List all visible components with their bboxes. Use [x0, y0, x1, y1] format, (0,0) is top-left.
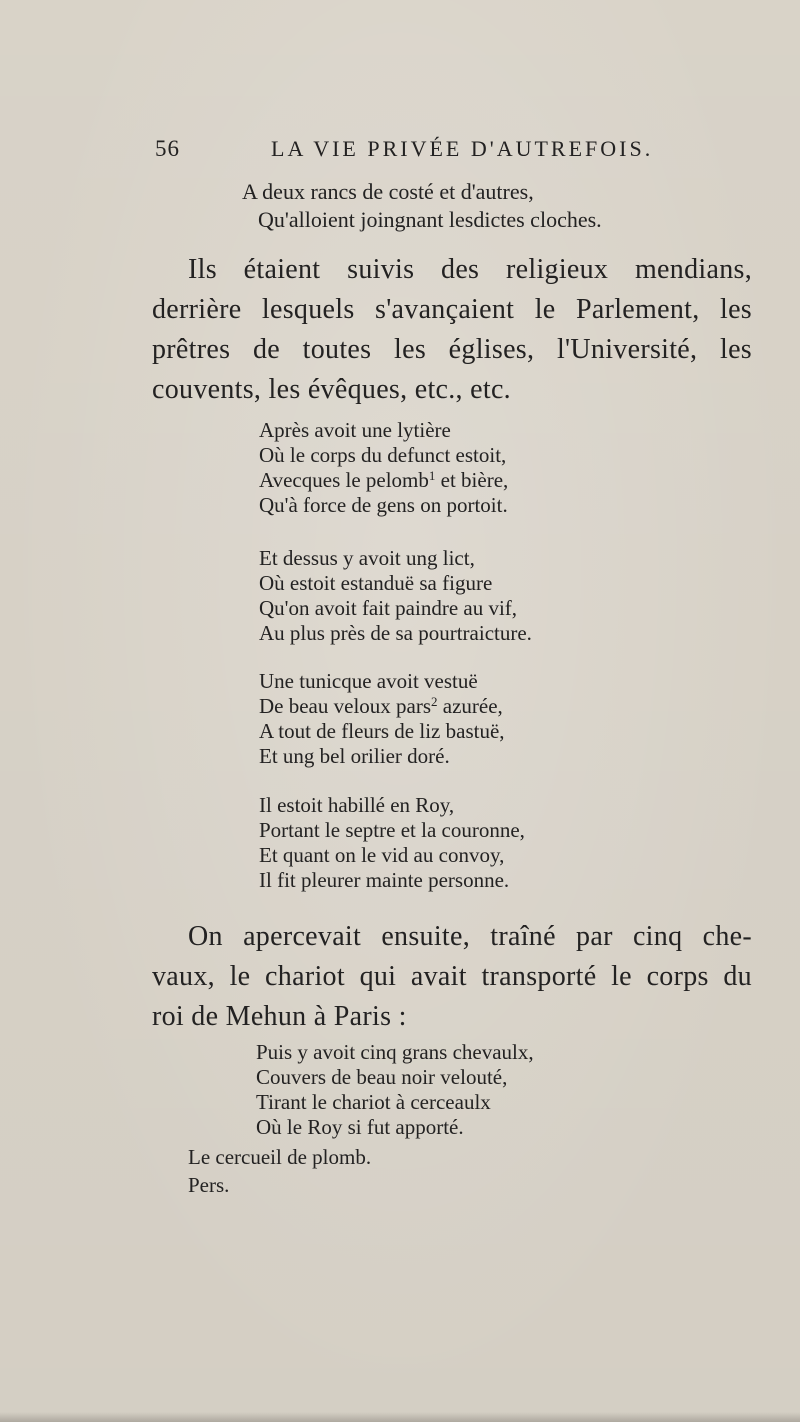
verse-line: Et quant on le vid au convoy,	[259, 843, 505, 867]
verse-line: Et ung bel orilier doré.	[259, 744, 450, 768]
prose-line: On apercevait ensuite, traîné par cinq che-	[188, 921, 752, 952]
prose-line: Ils étaient suivis des religieux mendians,	[188, 254, 752, 285]
prose-line: couvents, les évêques, etc., etc.	[152, 374, 511, 405]
prose-paragraph-1	[152, 250, 752, 410]
stanza-3	[259, 669, 505, 769]
verse-line: A tout de fleurs de liz bastuë,	[259, 719, 505, 743]
verse-text: et bière,	[435, 468, 509, 492]
footnote-ref-2: 2	[431, 694, 438, 709]
verse-line: Couvers de beau noir velouté,	[256, 1065, 508, 1089]
verse-line: Où estoit estanduë sa figure	[259, 571, 493, 595]
verse-line: Portant le septre et la couronne,	[259, 818, 525, 842]
verse-line: Puis y avoit cinq grans chevaulx,	[256, 1040, 534, 1064]
verse-line	[259, 694, 505, 719]
verse-line: Après avoit une lytière	[259, 418, 451, 442]
page-edge-shadow	[0, 1412, 800, 1422]
stanza-1	[259, 418, 508, 518]
page-header	[155, 136, 655, 170]
footnote-1: Le cercueil de plomb.	[188, 1145, 372, 1169]
verse-line: Tirant le chariot à cerceaulx	[256, 1090, 491, 1114]
running-title: LA VIE PRIVÉE D'AUTREFOIS.	[271, 136, 654, 161]
prose-paragraph-2	[152, 917, 752, 1037]
footnote-2: Pers.	[188, 1173, 230, 1197]
stanza-5	[256, 1040, 534, 1140]
verse-text: De beau veloux pars	[259, 694, 432, 718]
prose-line: roi de Mehun à Paris :	[152, 1001, 407, 1032]
verse-top	[242, 178, 602, 234]
verse-line: Qu'on avoit fait paindre au vif,	[259, 596, 518, 620]
verse-text: azurée,	[437, 694, 503, 718]
verse-line: Une tunicque avoit vestuë	[259, 669, 478, 693]
verse-line: Il estoit habillé en Roy,	[259, 793, 455, 817]
prose-line: vaux, le chariot qui avait transporté le corps du	[152, 961, 752, 992]
prose-line: prêtres de toutes les églises, l'Université, les	[152, 334, 752, 365]
stanza-4	[259, 793, 525, 893]
prose-line: derrière lesquels s'avançaient le Parlement, les	[152, 294, 752, 325]
verse-line: A deux rancs de costé et d'autres,	[242, 179, 534, 204]
verse-line	[259, 468, 508, 493]
verse-line: Et dessus y avoit ung lict,	[259, 546, 475, 570]
stanza-2	[259, 546, 532, 646]
verse-line: Qu'à force de gens on portoit.	[259, 493, 508, 517]
verse-line: Au plus près de sa pourtraicture.	[259, 621, 532, 645]
page-number: 56	[155, 136, 180, 161]
verse-text: Avecques le pelomb	[259, 468, 429, 492]
verse-line: Il fit pleurer mainte personne.	[259, 868, 510, 892]
verse-line: Où le corps du defunct estoit,	[259, 443, 507, 467]
verse-line: Qu'alloient joingnant lesdictes cloches.	[258, 207, 602, 232]
footnote-ref-1: 1	[428, 468, 436, 483]
footnotes	[188, 1143, 371, 1199]
verse-line: Où le Roy si fut apporté.	[256, 1115, 464, 1139]
